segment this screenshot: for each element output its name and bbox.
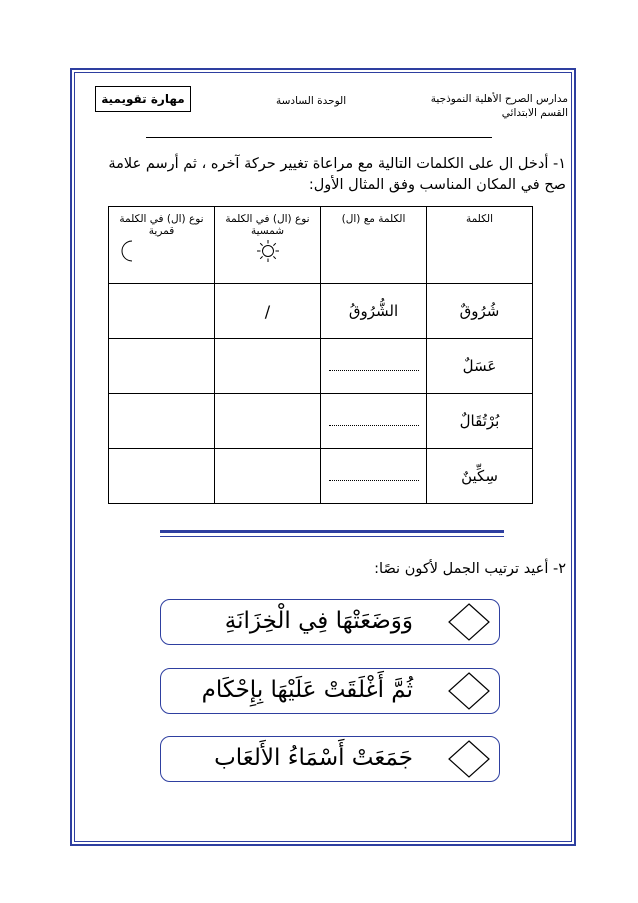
sentence-box-1 — [160, 599, 500, 645]
table-header-row — [109, 207, 533, 284]
table-row — [109, 449, 533, 504]
question-1 — [70, 154, 566, 196]
words-table — [108, 206, 533, 504]
unit-title: الوحدة السادسة — [276, 95, 347, 107]
section-divider-thin — [160, 536, 504, 537]
table-row — [109, 284, 533, 339]
sun-mark-cell[interactable] — [215, 449, 321, 504]
sun-mark-cell[interactable] — [215, 339, 321, 394]
question-1-line2: صح في المكان المناسب وفق المثال الأول: — [308, 177, 566, 193]
question-1-line1: ١- أدخل ال على الكلمات التالية مع مراعاة تغيير حركة آخره ، ثم أرسم علامة — [108, 156, 566, 172]
header-word-with-al: الكلمة مع (ال) — [321, 207, 427, 284]
school-name — [431, 92, 568, 120]
school-name-line1: مدارس الصرح الأهلية النموذجية — [430, 93, 568, 105]
section-divider-thick — [160, 530, 504, 533]
header-word: الكلمة — [427, 207, 533, 284]
moon-mark-cell[interactable] — [109, 449, 215, 504]
sun-mark-cell[interactable] — [215, 394, 321, 449]
crescent-moon-icon — [117, 239, 141, 263]
moon-mark-cell[interactable] — [109, 339, 215, 394]
sentence-text: وَوَضَعَتْهَا فِي الْخِزَانَةِ — [224, 608, 413, 634]
header-sun-type: نوع (ال) في الكلمة شمسية — [215, 207, 321, 284]
sun-mark-cell[interactable]: / — [215, 284, 321, 339]
word-cell: شُرُوقٌ — [427, 284, 533, 339]
moon-mark-cell[interactable] — [109, 284, 215, 339]
sentence-text: جَمَعَتْ أَسْمَاءُ الأَلعَاب — [214, 745, 413, 771]
skill-label-box: مهارة تقويمية — [95, 86, 191, 112]
word-with-al-cell: الشُّرُوقُ — [321, 284, 427, 339]
header-moon-type: نوع (ال) في الكلمة قمرية — [109, 207, 215, 284]
order-diamond-icon[interactable] — [447, 739, 491, 779]
word-cell: بُرْتُقَالٌ — [427, 394, 533, 449]
word-with-al-cell[interactable] — [321, 339, 427, 394]
sun-icon — [253, 239, 283, 263]
header-separator — [146, 137, 492, 138]
word-with-al-cell[interactable] — [321, 449, 427, 504]
answer-dotted-line[interactable] — [329, 360, 419, 371]
sentence-box-3 — [160, 736, 500, 782]
sentence-text: ثُمَّ أَغْلَقَتْ عَلَيْهَا بِإِحْكَام — [201, 677, 413, 703]
word-with-al-cell[interactable] — [321, 394, 427, 449]
table-row — [109, 339, 533, 394]
question-2-title: ٢- أعيد ترتيب الجمل لأكون نصًا: — [374, 561, 566, 577]
sentence-box-2 — [160, 668, 500, 714]
school-name-line2: القسم الابتدائي — [501, 107, 568, 119]
answer-dotted-line[interactable] — [329, 470, 419, 481]
order-diamond-icon[interactable] — [447, 602, 491, 642]
table-row — [109, 394, 533, 449]
moon-mark-cell[interactable] — [109, 394, 215, 449]
word-cell: سِكِّينٌ — [427, 449, 533, 504]
word-cell: عَسَلٌ — [427, 339, 533, 394]
order-diamond-icon[interactable] — [447, 671, 491, 711]
answer-dotted-line[interactable] — [329, 415, 419, 426]
